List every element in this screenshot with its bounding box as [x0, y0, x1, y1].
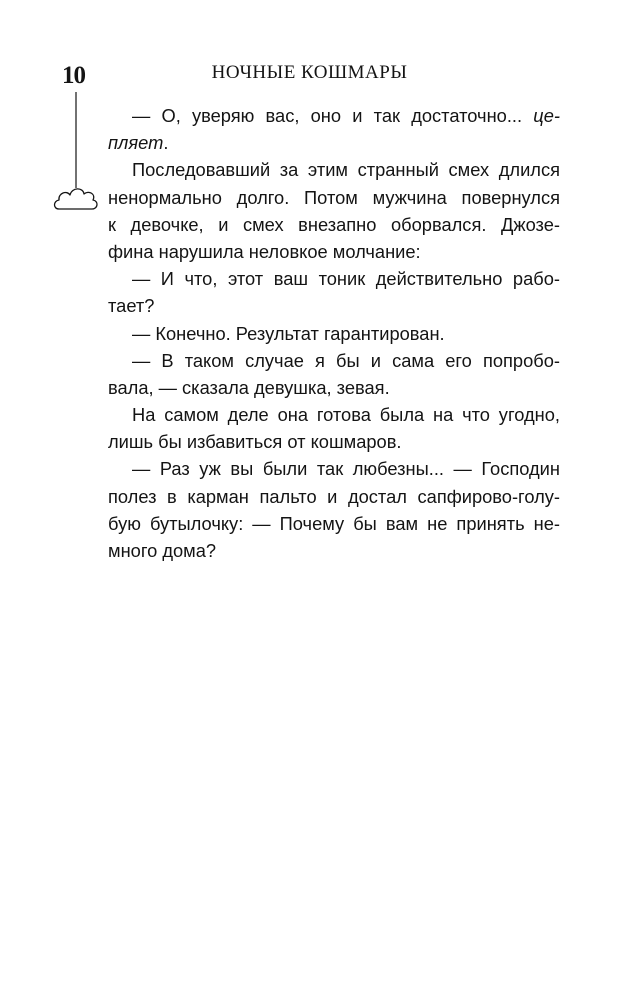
text-line: лишь бы избавиться от кошмаров.: [108, 431, 402, 453]
body-text: [108, 102, 560, 564]
text-line: пляет.: [108, 132, 169, 154]
text-line: — Конечно. Результат гарантирован.: [132, 322, 445, 344]
text-line: тает?: [108, 295, 155, 317]
text-line: — В таком случае я бы и сама его попробо-: [132, 349, 560, 371]
text-line: ненормально долго. Потом мужчина повернулся: [108, 186, 560, 208]
text-line: На самом деле она готова была на что угодно,: [132, 404, 560, 426]
text-line: много дома?: [108, 540, 217, 561]
text-line: фина нарушила неловкое молчание:: [108, 240, 421, 262]
text-line: вала, — сказала девушка, зевая.: [108, 376, 390, 398]
text-line: полез в карман пальто и достал сапфирово-голу-: [108, 485, 560, 507]
text-line: — О, уверяю вас, оно и так достаточно... це-: [132, 105, 560, 126]
cloud-on-string-icon: [52, 92, 100, 214]
text-line: Последовавший за этим странный смех длился: [132, 159, 560, 181]
text-line: — Раз уж вы были так любезны... — Господин: [132, 458, 560, 480]
text-line: к девочке, и смех внезапно оборвался. Джозе-: [108, 213, 560, 235]
page-number: 10: [62, 62, 85, 89]
running-title: НОЧНЫЕ КОШМАРЫ: [211, 62, 408, 83]
text-line: — И что, этот ваш тоник действительно рабо-: [132, 268, 560, 290]
text-line: бую бутылочку: — Почему бы вам не принять не-: [108, 512, 560, 534]
